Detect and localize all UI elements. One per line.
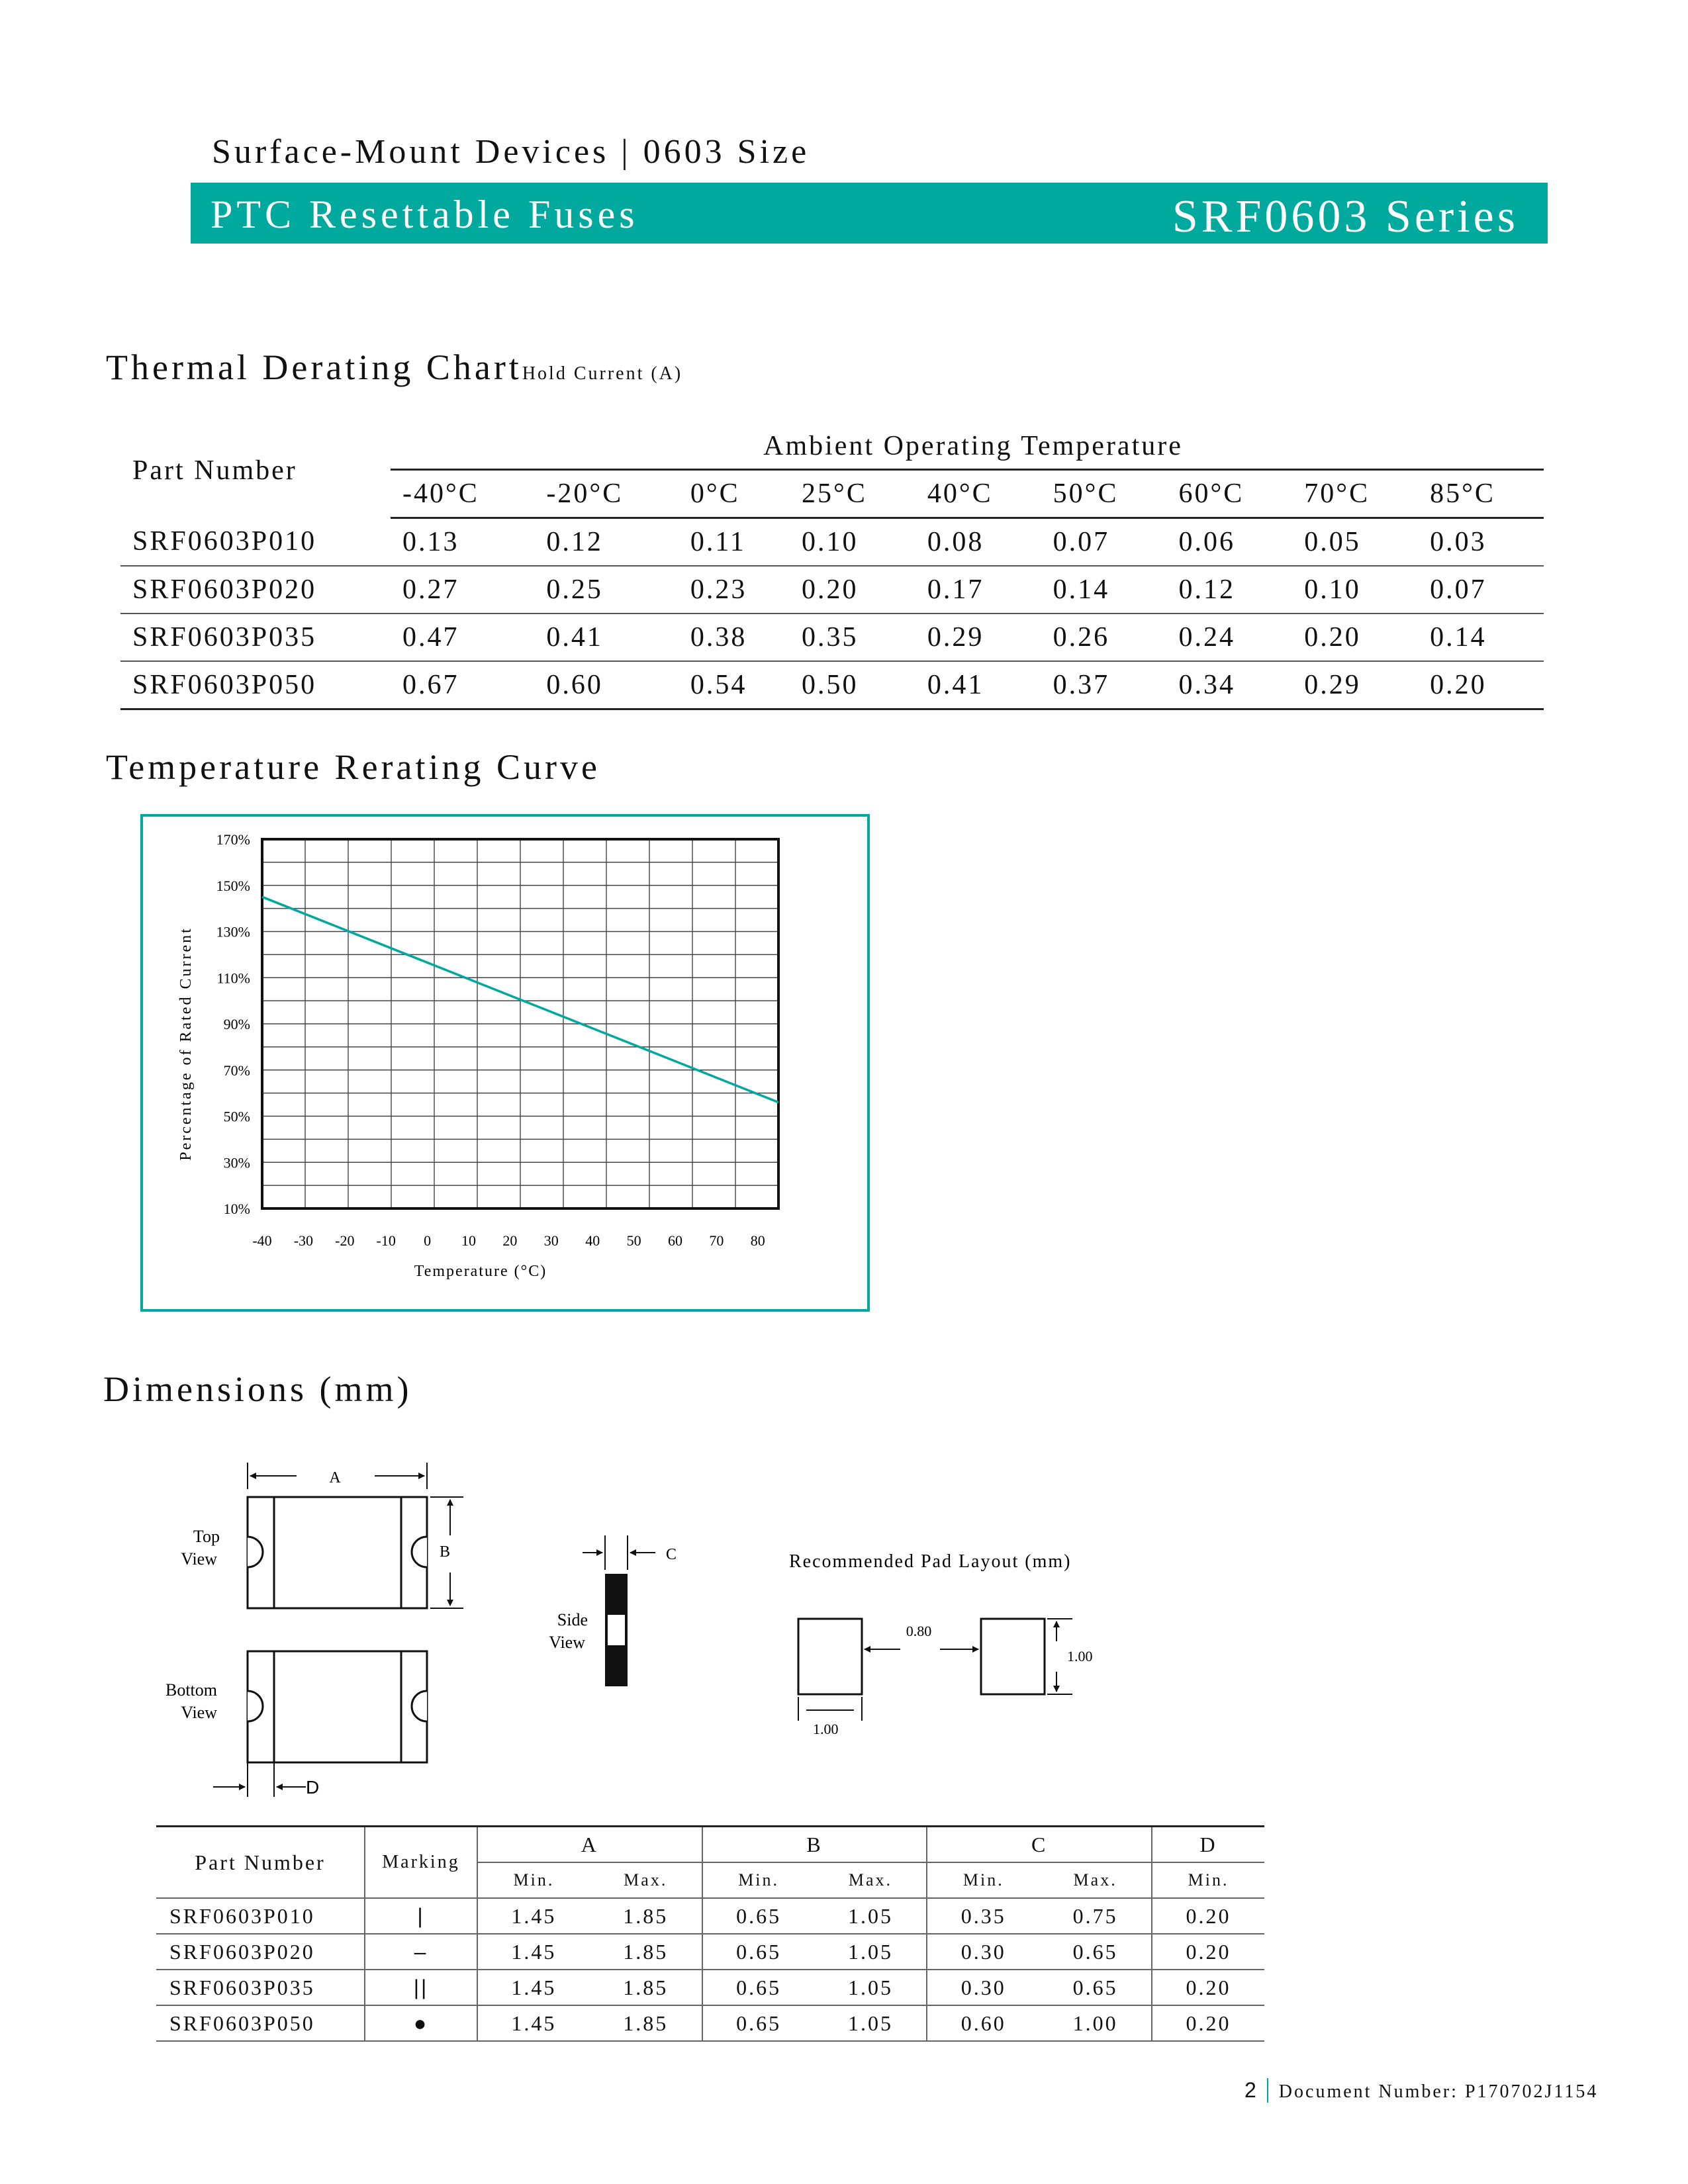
dimension-cell: 0.60 bbox=[927, 2005, 1039, 2041]
top-view-label-2: View bbox=[181, 1549, 217, 1569]
side-view-label-2: View bbox=[549, 1633, 585, 1652]
y-tick-label: 110% bbox=[216, 970, 250, 987]
dimension-cell: 0.20 bbox=[1152, 1970, 1264, 2005]
derating-part-header: Part Number bbox=[132, 455, 297, 486]
temp-header-0: -40°C bbox=[391, 470, 534, 518]
y-tick-label: 10% bbox=[223, 1201, 250, 1217]
x-axis-label: Temperature (°C) bbox=[414, 1263, 547, 1280]
temp-header-4: 40°C bbox=[915, 470, 1041, 518]
dimension-cell: 0.20 bbox=[1152, 1898, 1264, 1934]
x-tick-label: 80 bbox=[750, 1232, 765, 1249]
dims-d-header: D bbox=[1152, 1827, 1264, 1863]
dimension-cell: 1.05 bbox=[815, 1970, 927, 2005]
y-tick-label: 70% bbox=[223, 1062, 250, 1079]
hold-current-cell: 0.13 bbox=[391, 518, 534, 567]
x-tick-label: -10 bbox=[376, 1232, 396, 1249]
marking-cell: | bbox=[365, 1898, 477, 1934]
hold-current-cell: 0.41 bbox=[534, 614, 678, 661]
y-tick-label: 50% bbox=[223, 1108, 250, 1125]
dimension-cell: 1.85 bbox=[590, 1970, 702, 2005]
temp-header-8: 85°C bbox=[1418, 470, 1544, 518]
hold-current-cell: 0.29 bbox=[1292, 661, 1418, 709]
marking-cell: – bbox=[365, 1934, 477, 1970]
dims-c-min: Min. bbox=[927, 1862, 1039, 1898]
hold-current-cell: 0.23 bbox=[679, 566, 790, 614]
hold-current-cell: 0.12 bbox=[1166, 566, 1292, 614]
dims-c-max: Max. bbox=[1039, 1862, 1152, 1898]
dimensions-title: Dimensions (mm) bbox=[103, 1369, 412, 1409]
dimension-cell: 0.65 bbox=[1039, 1934, 1152, 1970]
hold-current-cell: 0.07 bbox=[1418, 566, 1544, 614]
table-row bbox=[156, 1970, 1264, 2005]
dimension-cell: 0.65 bbox=[1039, 1970, 1152, 2005]
table-row bbox=[156, 1934, 1264, 1970]
y-tick-label: 130% bbox=[216, 923, 250, 940]
temp-header-2: 0°C bbox=[679, 470, 790, 518]
dimension-cell: 0.30 bbox=[927, 1970, 1039, 2005]
marking-cell: ● bbox=[365, 2005, 477, 2041]
x-tick-label: 30 bbox=[543, 1232, 559, 1249]
pad-layout-drawing bbox=[789, 1551, 1093, 1737]
table-row bbox=[120, 661, 1544, 709]
dimension-cell: 1.45 bbox=[477, 1898, 590, 1934]
temp-header-5: 50°C bbox=[1041, 470, 1167, 518]
dim-b-label: B bbox=[439, 1543, 451, 1561]
part-number: SRF0603P020 bbox=[120, 566, 391, 614]
table-row bbox=[120, 518, 1544, 567]
hold-current-cell: 0.25 bbox=[534, 566, 678, 614]
dimension-cell: 0.75 bbox=[1039, 1898, 1152, 1934]
y-tick-label: 170% bbox=[216, 831, 250, 848]
pad-layout-title: Recommended Pad Layout (mm) bbox=[789, 1551, 1072, 1572]
derating-title-text: Thermal Derating Chart bbox=[106, 347, 522, 387]
dimension-cell: 0.65 bbox=[702, 2005, 815, 2041]
derating-table bbox=[120, 424, 1544, 710]
y-tick-label: 90% bbox=[223, 1016, 250, 1032]
temp-header-1: -20°C bbox=[534, 470, 678, 518]
part-number: SRF0603P010 bbox=[156, 1898, 365, 1934]
page-number: 2 bbox=[1244, 2078, 1268, 2103]
temp-header-7: 70°C bbox=[1292, 470, 1418, 518]
hold-current-cell: 0.08 bbox=[915, 518, 1041, 567]
part-number: SRF0603P035 bbox=[156, 1970, 365, 2005]
header-subtitle: Surface-Mount Devices | 0603 Size bbox=[212, 133, 810, 171]
hold-current-cell: 0.07 bbox=[1041, 518, 1167, 567]
x-tick-label: 0 bbox=[424, 1232, 432, 1249]
marking-cell: || bbox=[365, 1970, 477, 2005]
hold-current-cell: 0.11 bbox=[679, 518, 790, 567]
curve-chart bbox=[140, 814, 870, 1312]
x-tick-label: 40 bbox=[585, 1232, 600, 1249]
dimension-drawings bbox=[0, 1423, 1324, 1820]
pad-width-label: 1.00 bbox=[813, 1721, 839, 1737]
side-view-drawing bbox=[549, 1535, 677, 1686]
dimension-cell: 1.00 bbox=[1039, 2005, 1152, 2041]
derating-unit: Hold Current (A) bbox=[522, 363, 683, 384]
hold-current-cell: 0.26 bbox=[1041, 614, 1167, 661]
dims-a-min: Min. bbox=[477, 1862, 590, 1898]
hold-current-cell: 0.41 bbox=[915, 661, 1041, 709]
dims-b-max: Max. bbox=[815, 1862, 927, 1898]
temp-header-6: 60°C bbox=[1166, 470, 1292, 518]
x-tick-label: 60 bbox=[668, 1232, 682, 1249]
derating-body bbox=[120, 518, 1544, 709]
y-tick-label: 150% bbox=[216, 877, 250, 894]
dimension-cell: 1.05 bbox=[815, 1934, 927, 1970]
dims-a-max: Max. bbox=[590, 1862, 702, 1898]
dimension-cell: 0.65 bbox=[702, 1898, 815, 1934]
dim-a-label: A bbox=[329, 1469, 341, 1486]
hold-current-cell: 0.06 bbox=[1166, 518, 1292, 567]
dims-c-header: C bbox=[927, 1827, 1152, 1863]
hold-current-cell: 0.10 bbox=[1292, 566, 1418, 614]
hold-current-cell: 0.34 bbox=[1166, 661, 1292, 709]
part-number: SRF0603P020 bbox=[156, 1934, 365, 1970]
part-number: SRF0603P050 bbox=[156, 2005, 365, 2041]
dimension-cell: 0.30 bbox=[927, 1934, 1039, 1970]
pad-height-label: 1.00 bbox=[1067, 1648, 1093, 1664]
bottom-view-label-2: View bbox=[181, 1703, 217, 1722]
curve-title: Temperature Rerating Curve bbox=[106, 747, 600, 787]
header-bar bbox=[191, 183, 1548, 244]
dimension-cell: 1.05 bbox=[815, 2005, 927, 2041]
dimension-cell: 1.45 bbox=[477, 1970, 590, 2005]
hold-current-cell: 0.27 bbox=[391, 566, 534, 614]
bottom-view-drawing bbox=[165, 1651, 427, 1797]
dimension-cell: 0.20 bbox=[1152, 2005, 1264, 2041]
hold-current-cell: 0.54 bbox=[679, 661, 790, 709]
dims-a-header: A bbox=[477, 1827, 702, 1863]
x-tick-label: 50 bbox=[626, 1232, 641, 1249]
dimensions-table bbox=[156, 1825, 1264, 2042]
table-row bbox=[156, 2005, 1264, 2041]
dims-b-min: Min. bbox=[702, 1862, 815, 1898]
dims-d-min: Min. bbox=[1152, 1862, 1264, 1898]
x-tick-label: -20 bbox=[335, 1232, 355, 1249]
x-tick-label: -40 bbox=[252, 1232, 272, 1249]
dim-c-label: C bbox=[666, 1546, 677, 1563]
temp-header-3: 25°C bbox=[790, 470, 915, 518]
dims-marking-header: Marking bbox=[365, 1827, 477, 1899]
hold-current-cell: 0.47 bbox=[391, 614, 534, 661]
x-tick-label: 70 bbox=[709, 1232, 724, 1249]
hold-current-cell: 0.20 bbox=[1418, 661, 1544, 709]
dimensions-body bbox=[156, 1898, 1264, 2041]
y-tick-label: 30% bbox=[223, 1154, 250, 1171]
dim-d-label: D bbox=[306, 1777, 320, 1797]
dimension-cell: 0.20 bbox=[1152, 1934, 1264, 1970]
hold-current-cell: 0.20 bbox=[790, 566, 915, 614]
hold-current-cell: 0.20 bbox=[1292, 614, 1418, 661]
part-number: SRF0603P035 bbox=[120, 614, 391, 661]
x-tick-label: 10 bbox=[461, 1232, 476, 1249]
ambient-temp-header: Ambient Operating Temperature bbox=[391, 424, 1544, 470]
dimension-cell: 1.05 bbox=[815, 1898, 927, 1934]
hold-current-cell: 0.35 bbox=[790, 614, 915, 661]
footer bbox=[1244, 2078, 1598, 2107]
dimension-cell: 0.35 bbox=[927, 1898, 1039, 1934]
document-number: Document Number: P170702J1154 bbox=[1278, 2081, 1599, 2102]
y-axis-label: Percentage of Rated Current bbox=[177, 927, 195, 1161]
dimension-cell: 1.85 bbox=[590, 2005, 702, 2041]
hold-current-cell: 0.60 bbox=[534, 661, 678, 709]
product-title: PTC Resettable Fuses bbox=[211, 193, 639, 236]
hold-current-cell: 0.37 bbox=[1041, 661, 1167, 709]
x-tick-label: -30 bbox=[293, 1232, 314, 1249]
dimension-cell: 0.65 bbox=[702, 1934, 815, 1970]
hold-current-cell: 0.14 bbox=[1418, 614, 1544, 661]
hold-current-cell: 0.50 bbox=[790, 661, 915, 709]
table-row bbox=[156, 1898, 1264, 1934]
x-tick-label: 20 bbox=[502, 1232, 518, 1249]
hold-current-cell: 0.24 bbox=[1166, 614, 1292, 661]
hold-current-cell: 0.29 bbox=[915, 614, 1041, 661]
hold-current-cell: 0.38 bbox=[679, 614, 790, 661]
dims-part-header: Part Number bbox=[156, 1827, 365, 1899]
hold-current-cell: 0.12 bbox=[534, 518, 678, 567]
dimension-cell: 1.45 bbox=[477, 1934, 590, 1970]
top-view-label-1: Top bbox=[193, 1527, 220, 1546]
dims-b-header: B bbox=[702, 1827, 927, 1863]
hold-current-cell: 0.03 bbox=[1418, 518, 1544, 567]
dimension-cell: 1.85 bbox=[590, 1898, 702, 1934]
hold-current-cell: 0.17 bbox=[915, 566, 1041, 614]
dimension-cell: 0.65 bbox=[702, 1970, 815, 2005]
bottom-view-label-1: Bottom bbox=[165, 1680, 217, 1700]
dimension-cell: 1.85 bbox=[590, 1934, 702, 1970]
side-view-label-1: Side bbox=[557, 1610, 588, 1629]
hold-current-cell: 0.05 bbox=[1292, 518, 1418, 567]
dimension-cell: 1.45 bbox=[477, 2005, 590, 2041]
part-number: SRF0603P050 bbox=[120, 661, 391, 709]
table-row bbox=[120, 566, 1544, 614]
hold-current-cell: 0.10 bbox=[790, 518, 915, 567]
derating-title bbox=[106, 347, 682, 388]
curve-chart-svg bbox=[143, 817, 867, 1309]
hold-current-cell: 0.67 bbox=[391, 661, 534, 709]
hold-current-cell: 0.14 bbox=[1041, 566, 1167, 614]
series-title: SRF0603 Series bbox=[1172, 191, 1519, 242]
table-row bbox=[120, 614, 1544, 661]
top-view-drawing bbox=[181, 1463, 463, 1608]
part-number: SRF0603P010 bbox=[120, 518, 391, 567]
pad-gap-label: 0.80 bbox=[906, 1623, 932, 1639]
